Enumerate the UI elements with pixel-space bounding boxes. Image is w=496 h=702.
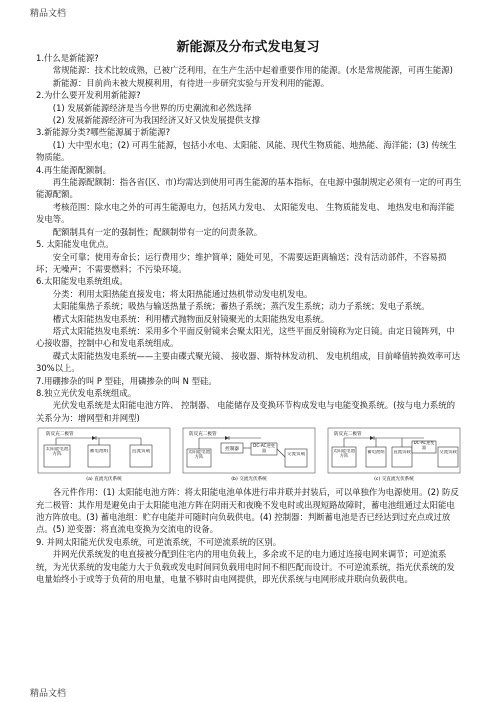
diode-symbol [92, 436, 96, 440]
body-paragraph: 常规能源：技术比较成熟，已被广泛利用，在生产生活中起着重要作用的能源。(水是常规能源，可再生能源) [52, 65, 453, 76]
body-paragraph: 碟式太阳能热发电系统——主要由碟式聚光镜、 接收器、斯特林发动机、 发电机组成，目前峰值转换效率可达 30%以上。 [36, 350, 461, 374]
diode-label: 防反充二极管 [46, 432, 74, 438]
body-paragraph: 槽式太阳能热发电系统：利用槽式抛物面反射镜聚光的太阳能热发电系统。 [52, 313, 330, 324]
body-paragraph: 塔式太阳能热发电系统：采用多个平面反射镜来会聚太阳光，这些平面反射镜称为定日镜。由定日镜阵列，中心接收器，控制中心和发电系统组成。 [36, 325, 455, 349]
document-title: 新能源及分布式发电复习 [176, 40, 320, 55]
document-body [36, 52, 462, 585]
section-heading: 6.太阳能发电系统组成。 [36, 276, 128, 287]
svg-text:防反充二极管: 防反充二极管 [189, 432, 217, 438]
pv-system-diagrams [36, 427, 462, 483]
diagram-acdc-system: 防反充二极管 太阳能电池方阵 蓄电池组 直流负载 DC-AC逆变器 交流负载 (c) 交直流光伏系统 [326, 427, 462, 483]
section-heading: 3.新能源分类?哪些能源属于新能源? [36, 127, 171, 138]
body-paragraph: 考核范围：除水电之外的可再生能源电力，包括风力发电、 太阳能发电、 生物质能发电、 地热发电和海洋能发电等。 [36, 201, 455, 225]
body-paragraph: 新能源：目前尚未被大规模利用，有待进一步研究实验与开发利用的能源。 [52, 77, 330, 88]
dc-load-label: 直流负载 [131, 449, 151, 455]
body-paragraph: 光伏发电系统是太阳能电池方阵、 控制器、 电能储存及变换环节构成发电与电能变换系统。(按与电力系统的关系分为：增网型和并网型) [36, 400, 456, 423]
body-paragraph: (1) 发展新能源经济是当今世界的历史潮流和必然选择 [52, 102, 252, 113]
body-paragraph: (2) 发展新能源经济可为我国经济又好又快发展提供支撑 [52, 115, 260, 126]
body-paragraph: 安全可靠；使用寿命长；运行费用少；维护简单；随处可见，不需要远距离输送；没有活动部件，不容易损坏；无噪声；不需要燃料；不污染环境。 [36, 251, 447, 274]
page-footer: 精品文档 [30, 689, 67, 699]
section-heading: 4.再生能源配额制。 [36, 164, 111, 175]
diagram-ac-system: 防反充二极管 太阳能电池方阵 控制器 DC-AC逆变器 交流负载 (b) 交流光伏系统 [181, 427, 317, 483]
svg-text:控制器: 控制器 [225, 447, 239, 453]
caption-a: (a) 直流光伏系统 [86, 477, 122, 483]
body-paragraph: 配额制具有一定的强制性；配额制带有一定的问责条款。 [52, 226, 263, 237]
caption-c: (c) 交直流光伏系统 [374, 477, 414, 483]
section-heading: 8.独立光伏发电系统组成。 [36, 387, 137, 398]
body-paragraph: (1) 大中型水电；(2) 可再生能源，包括小水电、太阳能、风能、现代生物质能、地热能、海洋能；(3) 传统生物质能。 [36, 139, 457, 163]
section-heading: 1.什么是新能源? [36, 53, 99, 63]
page-header: 精品文档 [30, 9, 67, 19]
caption-b: (b) 交流光伏系统 [231, 477, 267, 483]
section-heading: 2.为什么要开发利用新能源? [36, 90, 141, 101]
section-heading: 9. 并网太阳能光伏发电系统，可逆流系统，不可逆流系统的区别。 [36, 536, 282, 547]
diagram-dc-system [36, 427, 172, 483]
body-section-1 [36, 52, 462, 424]
battery-label: 蓄电池组 [89, 449, 109, 455]
body-paragraph: 并网光伏系统发的电直接被分配到住宅内的用电负载上，多余或不足的电力通过连接电网来调节；可逆流系统，为光伏系统的发电能力大于负载或发电时间同负载用电时间不相匹配而设计。不可逆流系统，指光伏系统的发电量始终小于或等于负荷的用电量，电量不够时由电网提供，即光伏系统与电网形成并联向负载供电。 [36, 549, 455, 585]
svg-text:防反充二极管: 防反充二极管 [334, 432, 362, 438]
section-heading: 5. 太阳能发电优点。 [36, 239, 114, 250]
body-paragraph: 分类：利用太阳热能直接发电；将太阳热能通过热机带动发电机发电。 [52, 288, 313, 299]
section-heading: 7.用硼掺杂的叫 P 型硅，用磷掺杂的叫 N 型硅。 [36, 375, 217, 386]
body-paragraph: 再生能源配额制：指各省(区、市)均需达到使用可再生能源的基本指标，在电源中强制规定必须有一定的可再生能源配额。 [36, 177, 462, 200]
pv-array-label: 太阳能电池方阵 [45, 447, 69, 458]
body-paragraph: 太阳能集热子系统；吸热与输送热量子系统；蓄热子系统；蒸汽发生系统；动力子系统；发电子系统。 [52, 301, 430, 312]
body-paragraph: 各元件作用：(1) 太阳能电池方阵：将太阳能电池单体进行串并联并封装后，可以单独作为电源使用。(2) 防反充二极管：其作用是避免由于太阳能电池方阵在阴雨天和夜晚不发电时或出现短路故障时，蓄电池组通过太阳能电池方阵放电。(3) 蓄电池组：贮存电能并可随时向负载供电。(4) 控制器：判断蓄电池是否已经达到过充点或过放点。(5) 逆变器：将直流电变换为交流电的设备。 [36, 487, 459, 535]
body-section-2 [36, 486, 462, 585]
